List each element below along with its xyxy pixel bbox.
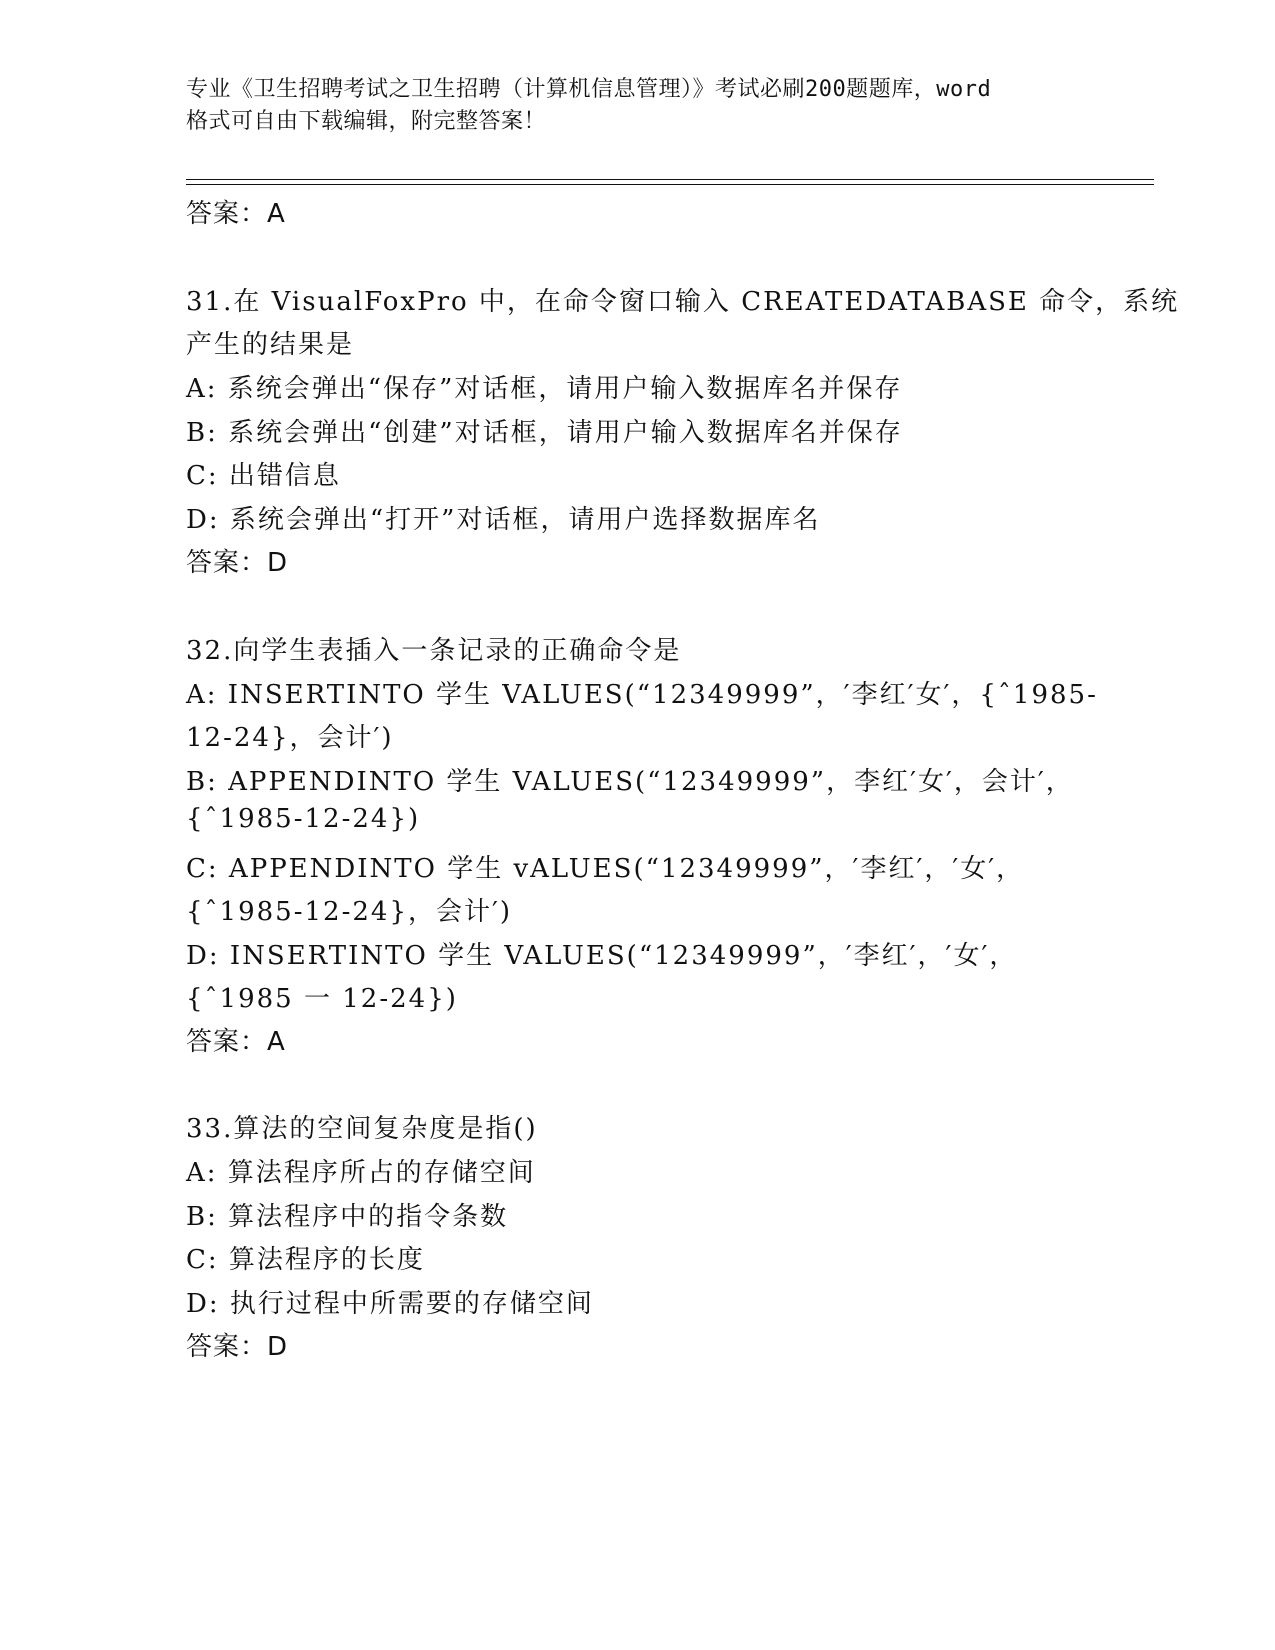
- question-31-stem-line-2: 产生的结果是: [186, 330, 355, 360]
- question-33-option-c: C: 算法程序的长度: [186, 1245, 425, 1275]
- question-33-stem: 33.算法的空间复杂度是指(): [186, 1114, 538, 1144]
- previous-answer: 答案：A: [186, 199, 286, 229]
- question-33-option-a: A: 算法程序所占的存储空间: [186, 1158, 536, 1188]
- question-32-option-b-line-1: B: APPENDINTO 学生 VALUES(“12349999”，李红′女′，会计′，: [186, 767, 1074, 797]
- question-32-option-a-line-1: A: INSERTINTO 学生 VALUES(“12349999”，′李红′女′，{ˆ1985-: [186, 680, 1098, 710]
- question-32-option-c-line-1: C: APPENDINTO 学生 vALUES(“12349999”，′李红′，′女′，: [186, 854, 1025, 884]
- question-32-option-a-line-2: 12-24}，会计′): [186, 723, 394, 753]
- header-line-2: 格式可自由下载编辑，附完整答案！: [186, 109, 547, 134]
- question-32-option-d-line-1: D: INSERTINTO 学生 VALUES(“12349999”，′李红′，′女′，: [186, 941, 1018, 971]
- document-header: [186, 74, 1086, 138]
- question-32-stem: 32.向学生表插入一条记录的正确命令是: [186, 636, 682, 666]
- header-line-1: 专业《卫生招聘考试之卫生招聘（计算机信息管理）》考试必刷200题题库，word: [186, 77, 992, 102]
- header-divider-bottom: [186, 184, 1154, 185]
- question-31-answer: 答案：D: [186, 548, 289, 578]
- header-divider-top: [186, 179, 1154, 180]
- question-32-option-d-line-2: {ˆ1985 一 12-24}): [186, 984, 458, 1014]
- question-33-answer: 答案：D: [186, 1332, 289, 1362]
- question-31-option-c: C: 出错信息: [186, 461, 341, 491]
- question-32-answer: 答案：A: [186, 1027, 286, 1057]
- question-31-option-a: A: 系统会弹出“保存”对话框，请用户输入数据库名并保存: [186, 374, 903, 404]
- question-33-option-d: D: 执行过程中所需要的存储空间: [186, 1289, 594, 1319]
- question-33-option-b: B: 算法程序中的指令条数: [186, 1202, 509, 1232]
- question-31-option-b: B: 系统会弹出“创建”对话框，请用户输入数据库名并保存: [186, 418, 903, 448]
- question-32-option-b-line-2: {ˆ1985-12-24}): [186, 804, 421, 834]
- question-31-option-d: D: 系统会弹出“打开”对话框，请用户选择数据库名: [186, 505, 821, 535]
- question-31-stem-line-1: 31.在 VisualFoxPro 中，在命令窗口输入 CREATEDATABASE 命令，系统: [186, 287, 1180, 317]
- question-32-option-c-line-2: {ˆ1985-12-24}，会计′): [186, 897, 513, 927]
